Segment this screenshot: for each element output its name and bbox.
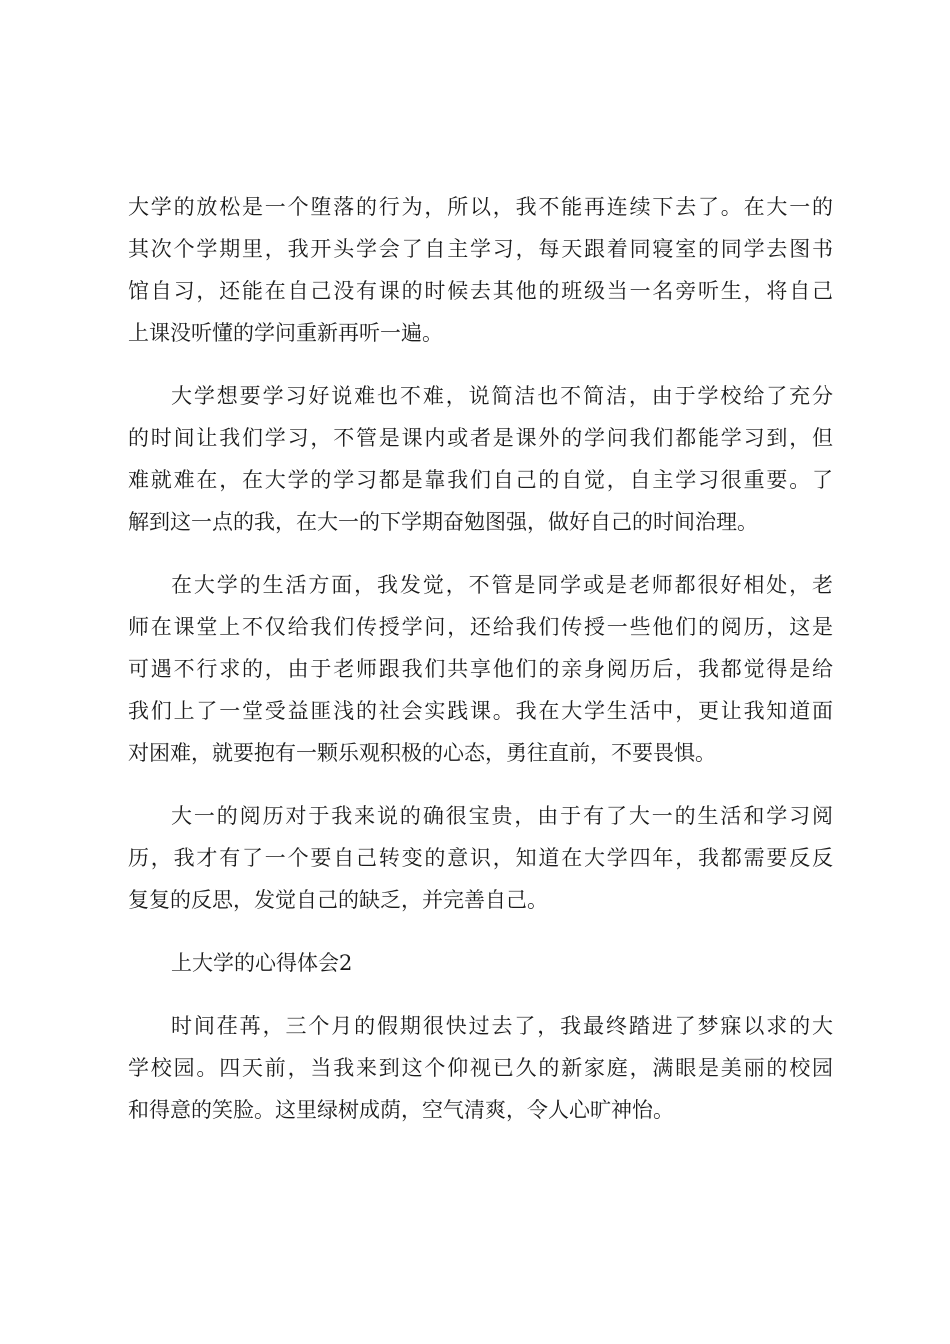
text-line: 我们上了一堂受益匪浅的社会实践课。我在大学生活中，更让我知道面: [128, 699, 833, 723]
text-line: 馆自习，还能在自己没有课的时候去其他的班级当一名旁听生，将自己: [128, 279, 833, 303]
section-heading: [128, 942, 833, 984]
text-line: 时间荏苒，三个月的假期很快过去了，我最终踏进了梦寐以求的大: [171, 1014, 833, 1038]
text-line: 大学的放松是一个堕落的行为，所以，我不能再连续下去了。在大一的: [128, 195, 833, 219]
text-line: 可遇不行求的，由于老师跟我们共享他们的亲身阅历后，我都觉得是给: [128, 657, 833, 681]
text-line: 师在课堂上不仅给我们传授学问，还给我们传授一些他们的阅历，这是: [128, 615, 833, 639]
text-line: 的时间让我们学习，不管是课内或者是课外的学问我们都能学习到，但: [128, 426, 833, 450]
text-line: 在大学的生活方面，我发觉，不管是同学或是老师都很好相处，老: [171, 573, 833, 597]
text-line: 大一的阅历对于我来说的确很宝贵，由于有了大一的生活和学习阅: [171, 804, 833, 828]
paragraph-5: [128, 1005, 833, 1131]
text-line: 历，我才有了一个要自己转变的意识，知道在大学四年，我都需要反反: [128, 846, 833, 870]
text-line: 和得意的笑脸。这里绿树成荫，空气清爽，令人心旷神怡。: [128, 1098, 674, 1122]
paragraph-gap: [128, 543, 833, 564]
document-body: [128, 186, 833, 1131]
paragraph-gap: [128, 921, 833, 942]
text-line: 复复的反思，发觉自己的缺乏，并完善自己。: [128, 888, 548, 912]
text-line: 学校园。四天前，当我来到这个仰视已久的新家庭，满眼是美丽的校园: [128, 1056, 833, 1080]
text-line: 对困难，就要抱有一颗乐观积极的心态，勇往直前，不要畏惧。: [128, 741, 716, 765]
text-line: 难就难在，在大学的学习都是靠我们自己的自觉，自主学习很重要。了: [128, 468, 833, 492]
heading-line: 上大学的心得体会2: [171, 951, 353, 975]
text-line: 其次个学期里，我开头学会了自主学习，每天跟着同寝室的同学去图书: [128, 237, 833, 261]
paragraph-gap: [128, 774, 833, 795]
text-line: 上课没听懂的学问重新再听一遍。: [128, 321, 443, 345]
paragraph-1: [128, 186, 833, 354]
text-line: 解到这一点的我，在大一的下学期奋勉图强，做好自己的时间治理。: [128, 510, 758, 534]
paragraph-3: [128, 564, 833, 774]
paragraph-gap: [128, 984, 833, 1005]
paragraph-2: [128, 375, 833, 543]
paragraph-4: [128, 795, 833, 921]
text-line: 大学想要学习好说难也不难，说简洁也不简洁，由于学校给了充分: [171, 384, 833, 408]
paragraph-gap: [128, 354, 833, 375]
